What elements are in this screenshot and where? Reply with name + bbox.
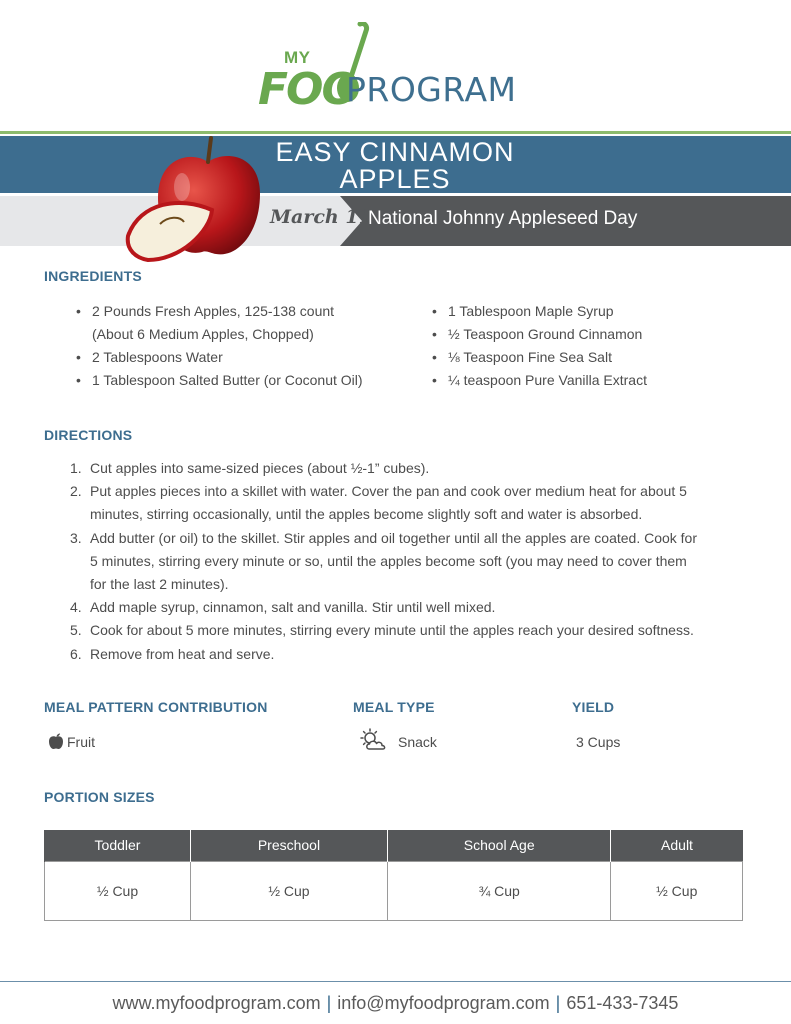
logo — [256, 22, 546, 115]
direction-step: 2. Put apples pieces into a skillet with water. Cover the pan and cook over medium heat for about 5 minutes, stirring occasionally, until the apples become slightly soft and water is absorbed. — [70, 483, 687, 523]
direction-step: 4. Add maple syrup, cinnamon, salt and vanilla. Stir until well mixed. — [70, 599, 496, 616]
column-header-preschool: Preschool — [191, 830, 388, 861]
footer-email-link[interactable]: info@myfoodprogram.com — [337, 993, 550, 1013]
logo-program: PROGRAM — [346, 70, 517, 109]
portion-toddler: ½ Cup — [45, 861, 191, 920]
ingredient-item: • 2 Tablespoons Water — [64, 346, 363, 369]
meal-pattern-value: Fruit — [67, 734, 95, 750]
column-header-toddler: Toddler — [45, 830, 191, 861]
portion-adult: ½ Cup — [611, 861, 743, 920]
recipe-title — [230, 136, 560, 193]
ingredient-item: • ¼ teaspoon Pure Vanilla Extract — [420, 369, 647, 392]
footer-phone: 651-433-7345 — [566, 993, 679, 1013]
directions-heading: DIRECTIONS — [44, 427, 133, 443]
apple-icon — [48, 733, 64, 750]
ingredient-item: • 1 Tablespoon Salted Butter (or Coconut Oil) — [64, 369, 363, 392]
yield-value: 3 Cups — [576, 734, 621, 750]
sun-cloud-icon — [360, 728, 388, 752]
direction-step: 6. Remove from heat and serve. — [70, 645, 275, 662]
direction-step: 3. Add butter (or oil) to the skillet. Stir apples and oil together until all the apples are coated. Cook for 5 minutes, stirring every minute or so, until the apples become soft (you may need to cover them for the last 2 minutes). — [70, 529, 698, 593]
portion-sizes-heading: PORTION SIZES — [44, 789, 155, 805]
footer-separator: | — [555, 993, 561, 1013]
meal-type-heading: MEAL TYPE — [353, 699, 435, 715]
ingredients-list-left — [64, 300, 363, 392]
meal-type-value: Snack — [398, 734, 437, 750]
table-header-row — [45, 830, 743, 861]
portion-preschool: ½ Cup — [191, 861, 388, 920]
ingredient-item: • 1 Tablespoon Maple Syrup — [420, 300, 647, 323]
event-name: National Johnny Appleseed Day — [368, 208, 638, 229]
ingredient-item: • ⅛ Teaspoon Fine Sea Salt — [420, 346, 647, 369]
ingredients-list-right — [420, 300, 647, 392]
footer-contact — [0, 993, 791, 1014]
yield-heading: YIELD — [572, 699, 615, 715]
column-header-adult: Adult — [611, 830, 743, 861]
recipe-title-line1: EASY CINNAMON — [275, 137, 515, 167]
direction-step: 1. Cut apples into same-sized pieces (about ½-1” cubes). — [70, 460, 430, 476]
meal-pattern-heading: MEAL PATTERN CONTRIBUTION — [44, 699, 268, 715]
directions-list — [70, 457, 760, 666]
footer-separator: | — [326, 993, 332, 1013]
footer-divider — [0, 981, 791, 982]
recipe-title-line2: APPLES — [339, 164, 451, 194]
footer-website-link[interactable]: www.myfoodprogram.com — [112, 993, 321, 1013]
logo-my: MY — [284, 48, 311, 67]
table-row — [45, 861, 743, 920]
event-date: March 11 — [270, 206, 372, 228]
portion-sizes-table — [44, 830, 743, 921]
ingredients-heading: INGREDIENTS — [44, 268, 142, 284]
apple-illustration — [120, 132, 270, 267]
top-divider — [0, 131, 791, 134]
portion-school-age: ¾ Cup — [387, 861, 611, 920]
ingredient-item: • 2 Pounds Fresh Apples, 125-138 count (About 6 Medium Apples, Chopped) — [64, 300, 363, 346]
direction-step: 5. Cook for about 5 more minutes, stirring every minute until the apples reach your desired softness. — [70, 622, 694, 639]
logo-food: FOO — [258, 64, 357, 115]
column-header-school-age: School Age — [387, 830, 611, 861]
ingredient-item: • ½ Teaspoon Ground Cinnamon — [420, 323, 647, 346]
